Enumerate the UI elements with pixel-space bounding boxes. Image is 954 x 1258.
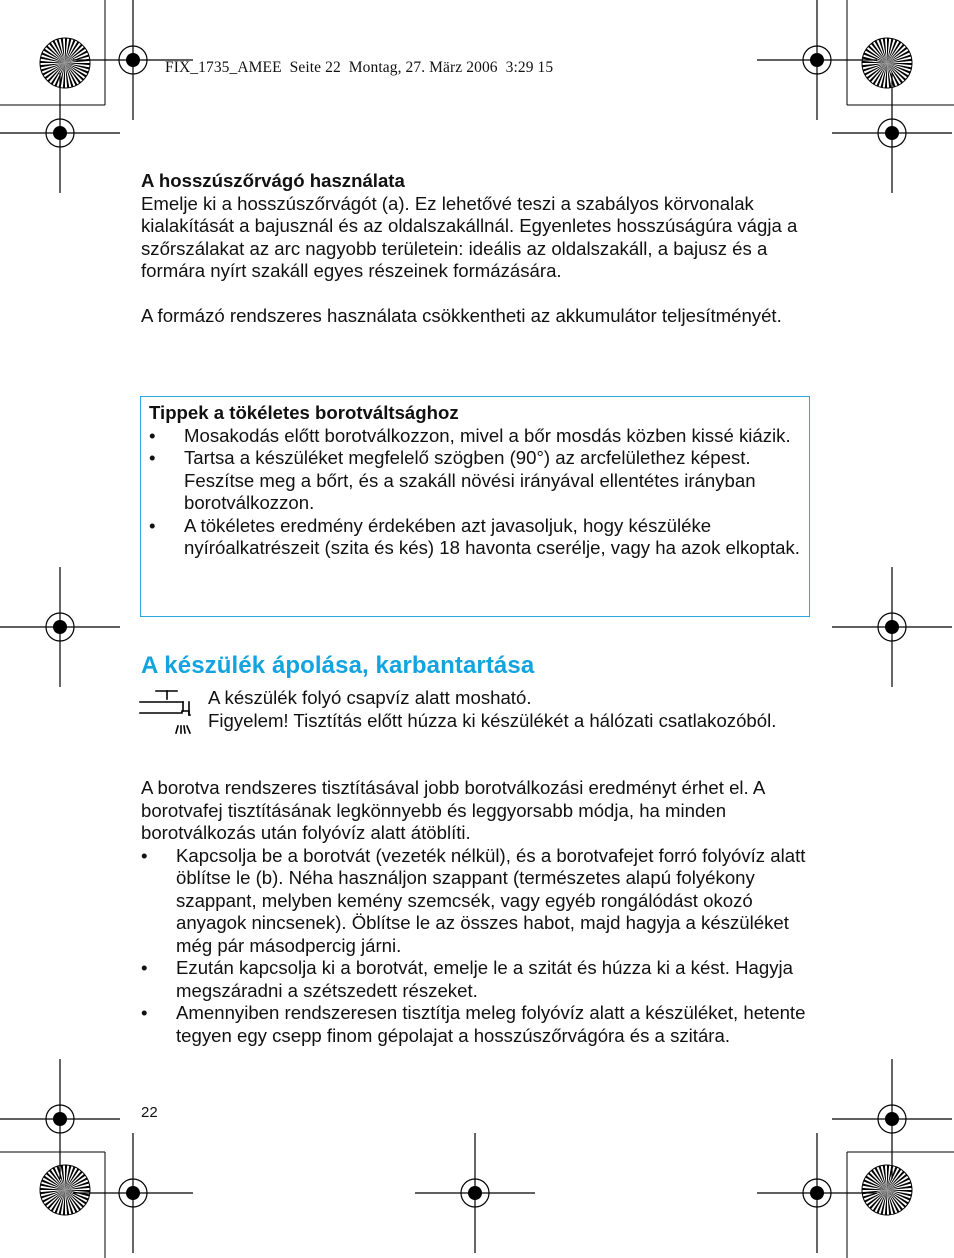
trimmer-paragraph: Emelje ki a hosszúszőrvágót (a). Ez lehetővé teszi a szabályos körvonalak kialakítását a bajusznál és az oldalszakállnál. Egyenletes hosszúságúra vágja a szőrszálakat az arc nagyobb területein: ideális az oldalszakáll, a bajusz és a formára nyírt szakáll egyes részeinek formázására.	[141, 192, 798, 281]
starburst-mark-icon	[862, 38, 912, 88]
bullet: •	[149, 424, 156, 446]
washable-note: A készülék folyó csapvíz alatt mosható.	[208, 687, 532, 708]
tips-heading: Tippek a tökéletes borotváltsághoz	[149, 402, 459, 423]
page-number: 22	[141, 1104, 158, 1121]
bullet: •	[141, 844, 148, 866]
tap-note	[208, 687, 818, 732]
care-section-title: A készülék ápolása, karbantartása	[141, 652, 535, 679]
bullet: •	[149, 447, 156, 468]
trimmer-note: A formázó rendszeres használata csökkentheti az akkumulátor teljesítményét.	[141, 305, 782, 326]
list-item: • Kapcsolja be a borotvát (vezeték nélkül), és a borotvafejet forró folyóvíz alatt öblítse le (b). Néha használjon szappant (természetes alapú folyékony szappant, melyben kemény szemcsék, vagy egyéb rongálódást okozó anyagok nincsenek). Öblítse le az összes habot, majd hagyja a készüléket még pár másodpercig járni.	[141, 844, 806, 956]
list-item: • Amennyiben rendszeresen tisztítja meleg folyóvíz alatt a készüléket, hetente tegyen egy csepp finom gépolajat a hosszúszőrvágóra és a szitára.	[141, 1002, 806, 1046]
water-tap-icon	[139, 688, 195, 744]
list-item: • Ezután kapcsolja ki a borotvát, emelje le a szitát és húzza ki a kést. Hagyja megszáradni a szétszedett részeket.	[141, 957, 793, 1001]
bullet: •	[141, 957, 148, 978]
intro-section	[141, 170, 816, 328]
care-section	[141, 777, 816, 1047]
list-item: • Tartsa a készüléket megfelelő szögben (90°) az arcfelülethez képest. Feszítse meg a bőrt, és a szakáll növési irányával ellentétes irányban borotválkozzon.	[149, 447, 756, 513]
list-item: • A tökéletes eredmény érdekében azt javasoljuk, hogy készüléke nyíróalkatrészeit (szita és kés) 18 havonta cserélje, vagy ha azok elkoptak.	[149, 514, 800, 558]
tips-box	[140, 396, 810, 617]
list-item: • Mosakodás előtt borotválkozzon, mivel a bőr mosdás közben kissé kiázik.	[149, 424, 791, 446]
registration-target-icon	[757, 0, 877, 120]
registration-target-icon	[415, 1133, 535, 1253]
registration-target-icon	[73, 1133, 193, 1253]
starburst-mark-icon	[40, 1165, 90, 1215]
care-paragraph: A borotva rendszeres tisztításával jobb borotválkozási eredményt érhet el. A borotvafej tisztításának legkönnyebb és leggyorsabb módja, ha minden borotválkozás után folyóvíz alatt átöblíti.	[141, 777, 765, 843]
trimmer-heading: A hosszúszőrvágó használata	[141, 170, 405, 191]
starburst-mark-icon	[862, 1165, 912, 1215]
registration-target-icon	[0, 1059, 120, 1179]
registration-target-icon	[0, 73, 120, 193]
starburst-mark-icon	[40, 38, 90, 88]
bullet: •	[141, 1002, 148, 1023]
registration-target-icon	[832, 1059, 952, 1179]
registration-target-icon	[0, 567, 120, 687]
unplug-warning: Figyelem! Tisztítás előtt húzza ki készülékét a hálózati csatlakozóból.	[208, 709, 777, 731]
registration-target-icon	[757, 1133, 877, 1253]
bullet: •	[149, 514, 156, 536]
registration-target-icon	[832, 73, 952, 193]
care-list	[141, 845, 816, 1048]
print-header-line: FIX_1735_AMEE Seite 22 Montag, 27. März 2006 3:29 15	[165, 59, 554, 76]
tips-list	[149, 425, 801, 560]
registration-target-icon	[832, 567, 952, 687]
